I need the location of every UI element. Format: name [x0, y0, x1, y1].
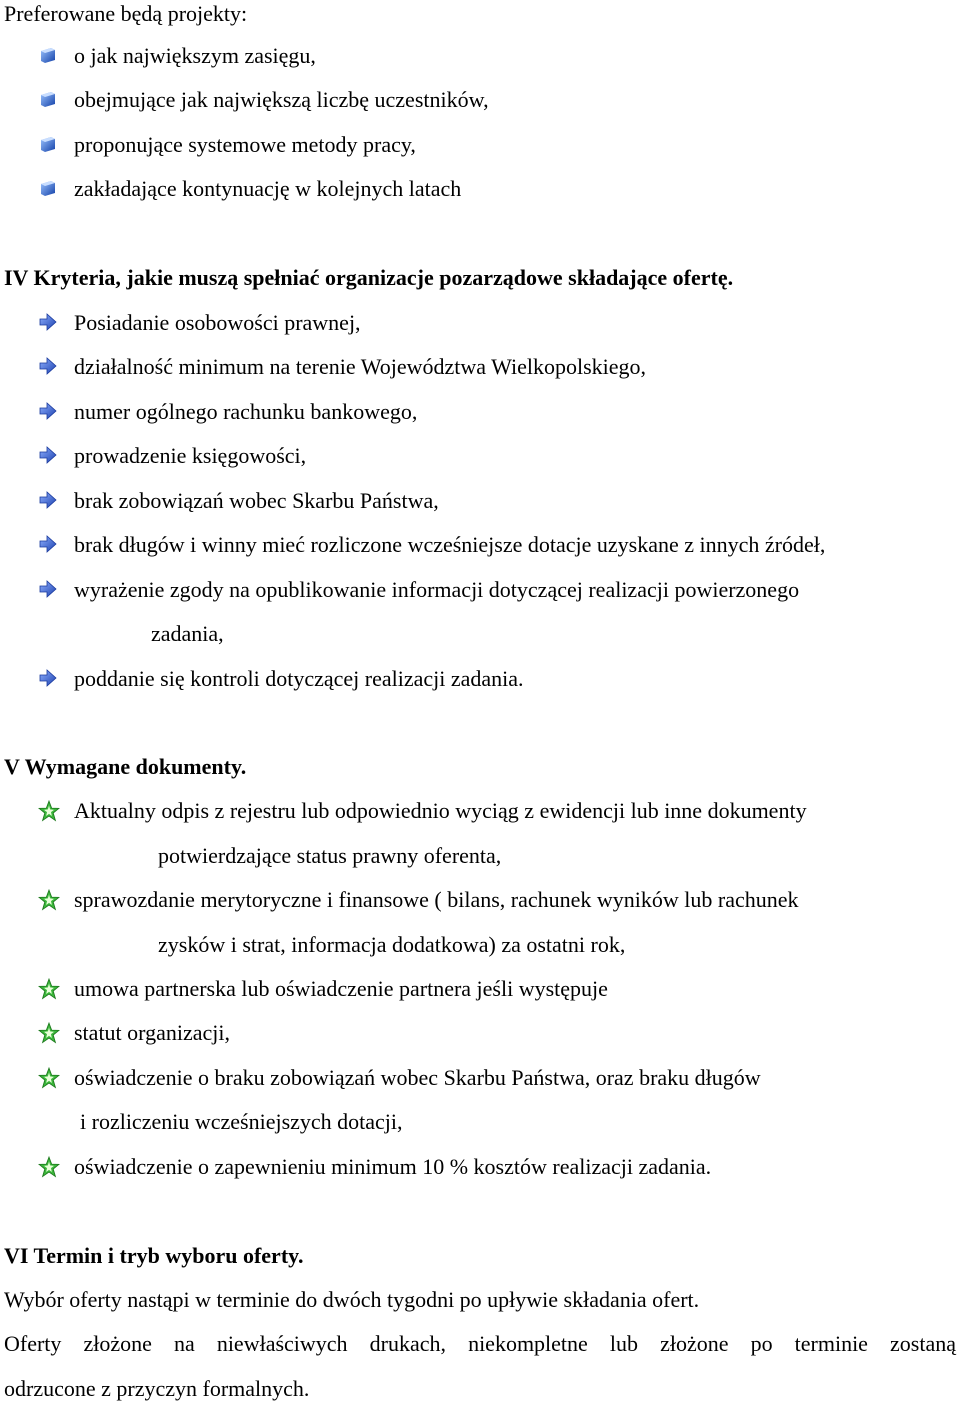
- blue-arrow-bullet-icon: [38, 401, 58, 421]
- section-iv-heading: IV Kryteria, jakie muszą spełniać organizacje pozarządowe składające ofertę.: [4, 265, 734, 290]
- blue-square-bullet-icon: [38, 89, 58, 109]
- blue-arrow-bullet-icon: [38, 312, 58, 332]
- list-item: Posiadanie osobowości prawnej,: [74, 310, 361, 335]
- list-item: działalność minimum na terenie Województwa Wielkopolskiego,: [74, 354, 647, 379]
- green-star-bullet-icon: [38, 800, 58, 820]
- green-star-bullet-icon: [38, 1067, 58, 1087]
- list-item: sprawozdanie merytoryczne i finansowe ( bilans, rachunek wyników lub rachunek: [74, 887, 799, 912]
- list-item: proponujące systemowe metody pracy,: [74, 132, 416, 157]
- paragraph: Oferty złożone na niewłaściwych drukach, niekompletne lub złożone po terminie zostaną: [4, 1331, 956, 1356]
- paragraph: Wybór oferty nastąpi w terminie do dwóch tygodni po upływie składania ofert.: [4, 1287, 700, 1312]
- blue-arrow-bullet-icon: [38, 356, 58, 376]
- section-v-heading: V Wymagane dokumenty.: [4, 754, 247, 779]
- list-item: umowa partnerska lub oświadczenie partnera jeśli występuje: [74, 976, 608, 1001]
- list-item: statut organizacji,: [74, 1020, 230, 1045]
- green-star-bullet-icon: [38, 1156, 58, 1176]
- list-item: oświadczenie o braku zobowiązań wobec Skarbu Państwa, oraz braku długów: [74, 1065, 761, 1090]
- list-item: Aktualny odpis z rejestru lub odpowiednio wyciąg z ewidencji lub inne dokumenty: [74, 798, 807, 823]
- blue-arrow-bullet-icon: [38, 668, 58, 688]
- list-item-continuation: zysków i strat, informacja dodatkowa) za ostatni rok,: [158, 932, 626, 957]
- blue-square-bullet-icon: [38, 134, 58, 154]
- list-item: poddanie się kontroli dotyczącej realizacji zadania.: [74, 666, 524, 691]
- blue-square-bullet-icon: [38, 178, 58, 198]
- list-item-continuation: potwierdzające status prawny oferenta,: [158, 843, 502, 868]
- green-star-bullet-icon: [38, 978, 58, 998]
- blue-arrow-bullet-icon: [38, 445, 58, 465]
- paragraph: odrzucone z przyczyn formalnych.: [4, 1376, 310, 1401]
- list-item: brak długów i winny mieć rozliczone wcześniejsze dotacje uzyskane z innych źródeł,: [74, 532, 826, 557]
- list-item: o jak największym zasięgu,: [74, 43, 316, 68]
- list-item: numer ogólnego rachunku bankowego,: [74, 399, 418, 424]
- section-vi-heading: VI Termin i tryb wyboru oferty.: [4, 1243, 304, 1268]
- list-item: obejmujące jak największą liczbę uczestników,: [74, 87, 489, 112]
- list-item: prowadzenie księgowości,: [74, 443, 307, 468]
- green-star-bullet-icon: [38, 889, 58, 909]
- list-item: wyrażenie zgody na opublikowanie informacji dotyczącej realizacji powierzonego: [74, 577, 800, 602]
- blue-arrow-bullet-icon: [38, 534, 58, 554]
- list-item: brak zobowiązań wobec Skarbu Państwa,: [74, 488, 439, 513]
- list-item: zakładające kontynuację w kolejnych latach: [74, 176, 462, 201]
- blue-arrow-bullet-icon: [38, 490, 58, 510]
- list-item: oświadczenie o zapewnieniu minimum 10 % kosztów realizacji zadania.: [74, 1154, 712, 1179]
- green-star-bullet-icon: [38, 1022, 58, 1042]
- blue-arrow-bullet-icon: [38, 579, 58, 599]
- list-item-continuation: i rozliczeniu wcześniejszych dotacji,: [80, 1109, 403, 1134]
- blue-square-bullet-icon: [38, 45, 58, 65]
- list-item-continuation: zadania,: [151, 621, 224, 646]
- intro-text: Preferowane będą projekty:: [4, 1, 248, 26]
